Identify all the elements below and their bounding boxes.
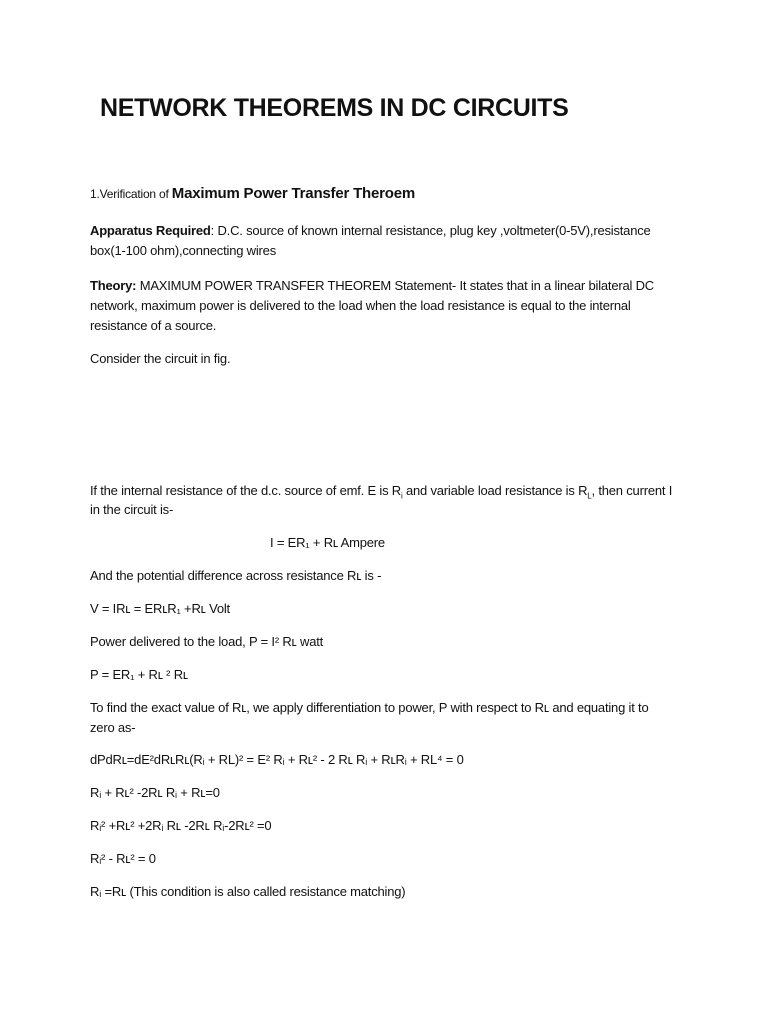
section-title: Maximum Power Transfer Theroem (171, 185, 416, 202)
theory-text: MAXIMUM POWER TRANSFER THEOREM Statement- It states that in a linear bilateral DC (136, 278, 654, 293)
apparatus-label: Apparatus Required (90, 223, 211, 238)
consider-text: Consider the circuit in fig. (90, 351, 231, 366)
equation-current: I = ER₁ + Rʟ Ampere (270, 535, 385, 550)
theory-line-1 (90, 276, 690, 296)
theory-line-2: network, maximum power is delivered to the load when the load resistance is equal to the internal (90, 298, 631, 313)
exact-line-1: To find the exact value of Rʟ, we apply differentiation to power, P with respect to Rʟ and equating it to (90, 700, 649, 715)
equation-differentiation: dPdRʟ=dE²dRʟRʟ(Rᵢ + RL)² = E² Rᵢ + Rʟ² - 2 Rʟ Rᵢ + RʟRᵢ + RL⁴ = 0 (90, 752, 464, 767)
apparatus-line-2: box(1-100 ohm),connecting wires (90, 243, 277, 258)
equation-step-1: Rᵢ + Rʟ² -2Rʟ Rᵢ + Rʟ=0 (90, 785, 220, 800)
figure-placeholder (90, 375, 680, 475)
apparatus-line-1 (90, 221, 690, 241)
pd-text: And the potential difference across resistance Rʟ is - (90, 568, 382, 583)
intro-line-2: in the circuit is- (90, 502, 174, 517)
equation-result: Rᵢ =Rʟ (This condition is also called resistance matching) (90, 884, 406, 899)
section-prefix: 1.Verification of (90, 187, 172, 201)
intro-line-1: If the internal resistance of the d.c. source of emf. E is $R_i$ and variable load resistance is $R_L$, then current I (90, 483, 673, 501)
apparatus-text: : D.C. source of known internal resistance, plug key ,voltmeter(0-5V),resistance (210, 223, 651, 238)
intro-part-b: and variable load resistance is R (402, 483, 588, 498)
equation-voltage: V = IRʟ = ERʟR₁ +Rʟ Volt (90, 601, 230, 616)
intro-part-a: If the internal resistance of the d.c. source of emf. E is R (90, 483, 401, 498)
theory-line-3: resistance of a source. (90, 318, 217, 333)
power-text: Power delivered to the load, P = I² Rʟ watt (90, 634, 324, 649)
equation-step-2: Rᵢ² +Rʟ² +2Rᵢ Rʟ -2Rʟ Rᵢ-2Rʟ² =0 (90, 818, 272, 833)
exact-line-2: zero as- (90, 720, 136, 735)
document-title: NETWORK THEOREMS IN DC CIRCUITS (100, 94, 569, 122)
equation-power: P = ER₁ + Rʟ ² Rʟ (90, 667, 188, 682)
equation-step-3: Rᵢ² - Rʟ² = 0 (90, 851, 156, 866)
intro-part-c: , then current I (591, 483, 673, 498)
section-heading (90, 184, 690, 204)
theory-label: Theory: (90, 278, 137, 293)
